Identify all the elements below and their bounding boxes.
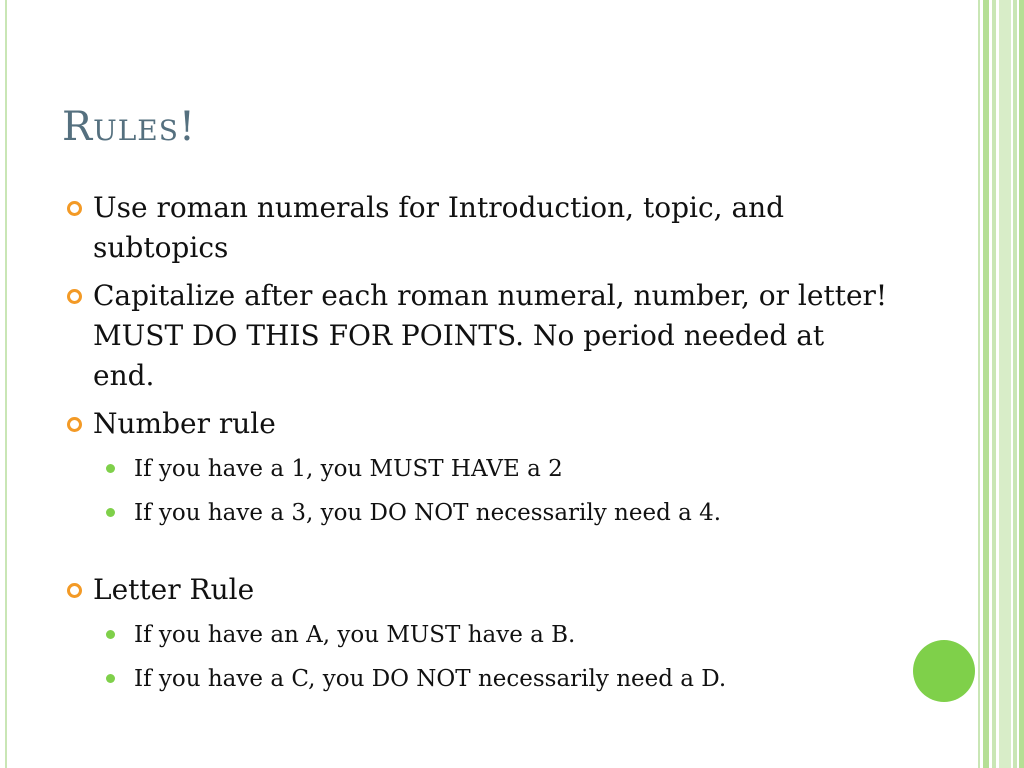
left-border-line xyxy=(5,0,7,768)
right-border-stripe xyxy=(992,0,996,768)
sub-bullet-item xyxy=(62,452,892,486)
bullet-item xyxy=(62,570,892,610)
sub-bullet-text: If you have a C, you DO NOT necessarily need a D. xyxy=(134,666,727,692)
bullet-list xyxy=(62,188,892,706)
ring-bullet-icon xyxy=(67,583,82,598)
sub-bullet-text: If you have a 3, you DO NOT necessarily need a 4. xyxy=(134,500,722,526)
right-border-stripe xyxy=(983,0,989,768)
right-border-stripe xyxy=(999,0,1011,768)
right-border-stripe xyxy=(1019,0,1024,768)
sub-bullet-text: If you have a 1, you MUST HAVE a 2 xyxy=(134,456,563,482)
sub-bullet-text: If you have an A, you MUST have a B. xyxy=(134,622,576,648)
bullet-text: Use roman numerals for Introduction, topic, and subtopics xyxy=(93,191,785,264)
ring-bullet-icon xyxy=(67,417,82,432)
green-circle-icon xyxy=(913,640,975,702)
spacer xyxy=(62,540,892,570)
bullet-item xyxy=(62,188,892,268)
bullet-text: Number rule xyxy=(93,407,276,440)
dot-bullet-icon xyxy=(106,464,115,473)
sub-bullet-item xyxy=(62,662,892,696)
dot-bullet-icon xyxy=(106,508,115,517)
ring-bullet-icon xyxy=(67,201,82,216)
right-border-stripe xyxy=(978,0,980,768)
right-border-stripe xyxy=(1013,0,1017,768)
sub-bullet-item xyxy=(62,618,892,652)
bullet-item xyxy=(62,404,892,444)
dot-bullet-icon xyxy=(106,630,115,639)
dot-bullet-icon xyxy=(106,674,115,683)
bullet-text: Letter Rule xyxy=(93,573,255,606)
sub-bullet-item xyxy=(62,496,892,530)
slide-title: Rules! xyxy=(62,104,197,150)
bullet-text: Capitalize after each roman numeral, number, or letter! MUST DO THIS FOR POINTS. No period needed at end. xyxy=(93,279,888,392)
ring-bullet-icon xyxy=(67,289,82,304)
bullet-item xyxy=(62,276,892,396)
